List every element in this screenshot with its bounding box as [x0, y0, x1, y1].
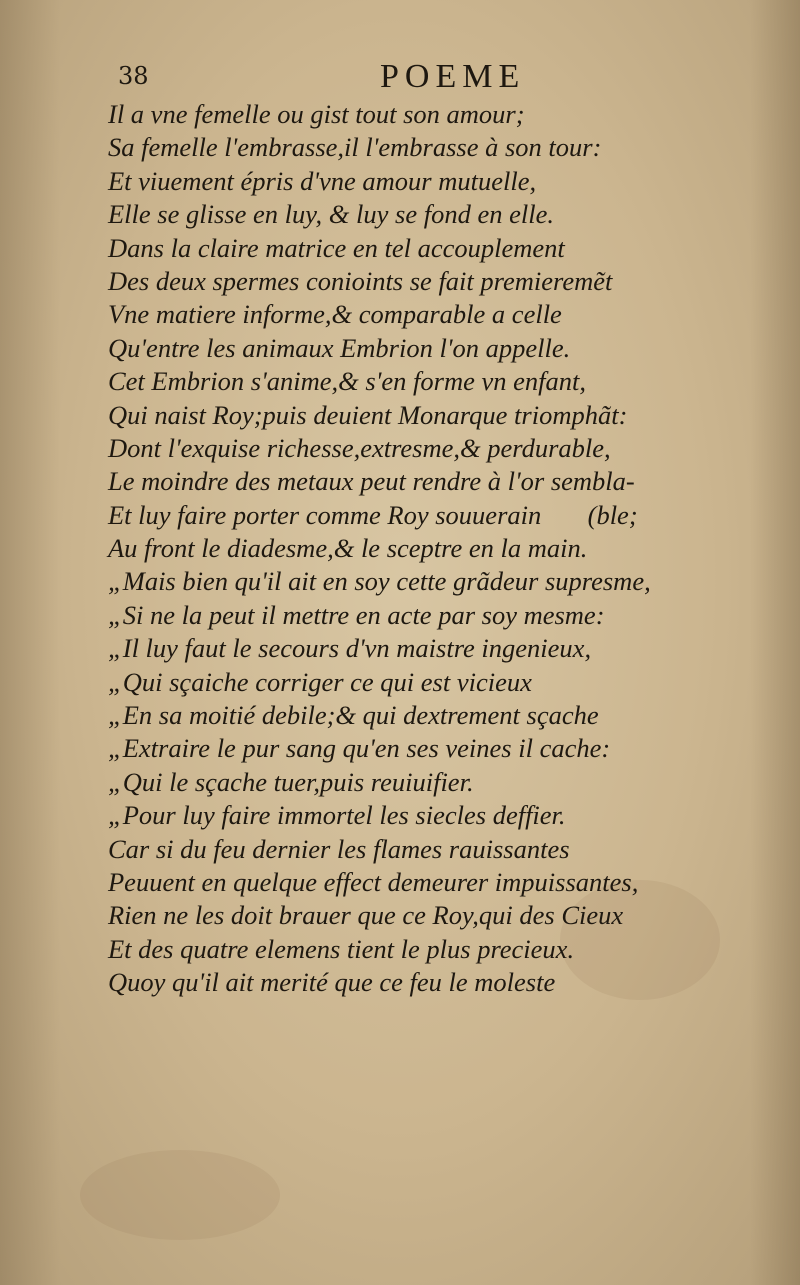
- poem-text: [108, 98, 768, 1000]
- verse-line: Des deux spermes conioints se fait premieremẽt: [108, 265, 613, 296]
- paper-stain: [80, 1150, 280, 1240]
- verse-line: Qu'entre les animaux Embrion l'on appelle.: [108, 332, 571, 363]
- verse-line: Et des quatre elemens tient le plus precieux.: [108, 933, 575, 964]
- verse-line: Dont l'exquise richesse,extresme,& perdurable,: [108, 432, 611, 463]
- verse-line: Quoy qu'il ait merité que ce feu le moleste: [108, 967, 556, 998]
- verse-line: Dans la claire matrice en tel accouplement: [108, 232, 565, 263]
- verse-line: „Extraire le pur sang qu'en ses veines il cache:: [108, 733, 611, 764]
- verse-line: „Si ne la peut il mettre en acte par soy mesme:: [108, 599, 605, 630]
- verse-line: Peuuent en quelque effect demeurer impuissantes,: [108, 866, 639, 897]
- page-shadow-left: [0, 0, 60, 1285]
- verse-line: Sa femelle l'embrasse,il l'embrasse à son tour:: [108, 132, 602, 163]
- verse-line: „Qui le sçache tuer,puis reuiuifier.: [108, 766, 474, 797]
- verse-line: Le moindre des metaux peut rendre à l'or sembla-: [108, 466, 635, 497]
- verse-line: Cet Embrion s'anime,& s'en forme vn enfant,: [108, 366, 586, 397]
- verse-line: „Qui sçaiche corriger ce qui est vicieux: [108, 666, 532, 697]
- verse-line: Il a vne femelle ou gist tout son amour;: [108, 99, 525, 129]
- verse-line: Et viuement épris d'vne amour mutuelle,: [108, 165, 537, 196]
- page-header: [118, 58, 638, 98]
- verse-line: Qui naist Roy;puis deuient Monarque triomphãt:: [108, 399, 628, 430]
- verse-line: „Pour luy faire immortel les siecles deffier.: [108, 800, 566, 831]
- verse-line: „Mais bien qu'il ait en soy cette grãdeur supresme,: [108, 566, 651, 597]
- page-number: 38: [118, 62, 149, 90]
- verse-line: Vne matiere informe,& comparable a celle: [108, 299, 562, 330]
- verse-line: Rien ne les doit brauer que ce Roy,qui des Cieux: [108, 900, 624, 931]
- running-title: POEME: [380, 58, 526, 95]
- verse-line: „Il luy faut le secours d'vn maistre ingenieux,: [108, 633, 592, 664]
- verse-line: Car si du feu dernier les flames rauissantes: [108, 833, 570, 864]
- verse-line: Elle se glisse en luy, & luy se fond en elle.: [108, 199, 554, 230]
- verse-line: Au front le diadesme,& le sceptre en la main.: [108, 533, 588, 564]
- verse-line: „En sa moitié debile;& qui dextrement sçache: [108, 700, 599, 731]
- verse-line: Et luy faire porter comme Roy souuerain (ble;: [108, 499, 638, 530]
